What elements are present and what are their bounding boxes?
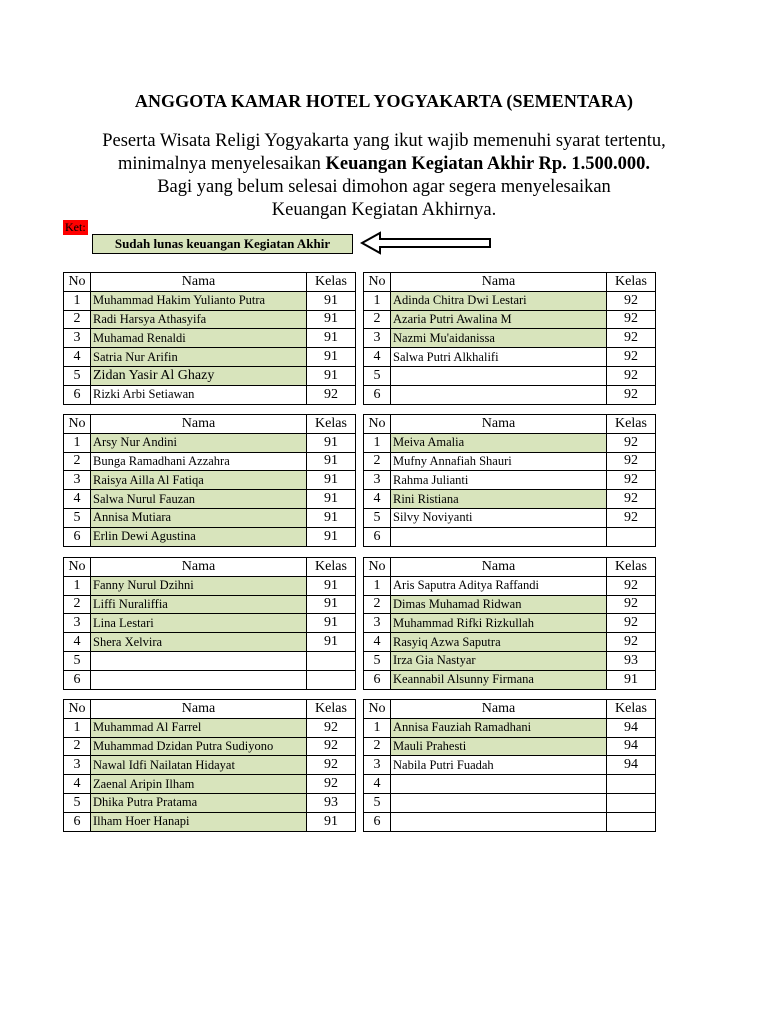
cell-kelas: 92: [607, 508, 656, 527]
intro-notice: [0, 130, 768, 222]
cell-kelas: 92: [607, 385, 656, 404]
cell-no: 3: [64, 614, 91, 633]
cell-kelas: 91: [307, 291, 356, 310]
header-nama: Nama: [391, 558, 607, 577]
cell-nama: Mauli Prahesti: [391, 737, 607, 756]
cell-nama: [91, 651, 307, 670]
cell-no: 2: [64, 595, 91, 614]
table-header-row: [364, 415, 656, 434]
header-no: No: [64, 558, 91, 577]
cell-no: 5: [64, 508, 91, 527]
cell-kelas: 91: [307, 527, 356, 546]
cell-kelas: [607, 812, 656, 831]
cell-kelas: 91: [307, 433, 356, 452]
table-row: [64, 452, 356, 471]
cell-kelas: [307, 651, 356, 670]
cell-nama: Lina Lestari: [91, 614, 307, 633]
cell-nama: Nawal Idfi Nailatan Hidayat: [91, 756, 307, 775]
cell-no: 6: [64, 670, 91, 689]
header-no: No: [64, 700, 91, 719]
table-row: [364, 576, 656, 595]
cell-no: 1: [364, 433, 391, 452]
cell-kelas: 91: [307, 595, 356, 614]
cell-nama: Arsy Nur Andini: [91, 433, 307, 452]
header-no: No: [364, 558, 391, 577]
cell-kelas: 94: [607, 737, 656, 756]
cell-no: 3: [364, 471, 391, 490]
header-kelas: Kelas: [607, 700, 656, 719]
header-nama: Nama: [91, 415, 307, 434]
table-row: [364, 385, 656, 404]
cell-nama: Mufny Annafiah Shauri: [391, 452, 607, 471]
cell-no: 4: [64, 633, 91, 652]
header-kelas: Kelas: [307, 558, 356, 577]
intro-line-3: Bagi yang belum selesai dimohon agar segera menyelesaikan: [157, 177, 611, 197]
cell-kelas: [607, 793, 656, 812]
table-row: [64, 812, 356, 831]
cell-nama: Salwa Nurul Fauzan: [91, 490, 307, 509]
table-row: [364, 348, 656, 367]
table-row: [364, 310, 656, 329]
cell-nama: Rizki Arbi Setiawan: [91, 385, 307, 404]
cell-kelas: 92: [607, 576, 656, 595]
table-row: [364, 329, 656, 348]
cell-no: 4: [364, 633, 391, 652]
table-row: [364, 433, 656, 452]
cell-kelas: 92: [607, 366, 656, 385]
room-table: [363, 699, 656, 832]
table-row: [64, 385, 356, 404]
table-row: [364, 793, 656, 812]
legend-paid-swatch: Sudah lunas keuangan Kegiatan Akhir: [92, 234, 353, 254]
header-no: No: [64, 273, 91, 292]
table-header-row: [364, 700, 656, 719]
cell-nama: Zaenal Aripin Ilham: [91, 775, 307, 794]
cell-no: 3: [64, 471, 91, 490]
room-table: [63, 414, 356, 547]
cell-kelas: 91: [307, 614, 356, 633]
cell-kelas: 92: [307, 775, 356, 794]
cell-nama: Rasyiq Azwa Saputra: [391, 633, 607, 652]
cell-no: 4: [64, 775, 91, 794]
cell-no: 6: [364, 385, 391, 404]
cell-no: 5: [364, 366, 391, 385]
cell-no: 2: [364, 310, 391, 329]
cell-kelas: 92: [307, 385, 356, 404]
table-row: [364, 756, 656, 775]
intro-line-2-amount: Keuangan Kegiatan Akhir Rp. 1.500.000.: [325, 154, 651, 174]
cell-no: 4: [364, 775, 391, 794]
table-row: [64, 310, 356, 329]
intro-line-4: Keuangan Kegiatan Akhirnya.: [271, 200, 497, 220]
cell-kelas: 91: [307, 490, 356, 509]
cell-no: 3: [364, 614, 391, 633]
table-row: [364, 633, 656, 652]
table-row: [64, 433, 356, 452]
cell-nama: Ilham Hoer Hanapi: [91, 812, 307, 831]
cell-kelas: 92: [307, 737, 356, 756]
cell-nama: Nazmi Mu'aidanissa: [391, 329, 607, 348]
cell-no: 3: [364, 756, 391, 775]
header-no: No: [364, 700, 391, 719]
header-kelas: Kelas: [307, 700, 356, 719]
header-kelas: Kelas: [307, 415, 356, 434]
cell-kelas: [307, 670, 356, 689]
cell-nama: Radi Harsya Athasyifa: [91, 310, 307, 329]
cell-no: 1: [64, 576, 91, 595]
cell-nama: Bunga Ramadhani Azzahra: [91, 452, 307, 471]
cell-nama: Irza Gia Nastyar: [391, 651, 607, 670]
cell-nama: Muhammad Hakim Yulianto Putra: [91, 291, 307, 310]
cell-no: 1: [364, 718, 391, 737]
cell-kelas: 91: [307, 471, 356, 490]
cell-nama: Liffi Nuraliffia: [91, 595, 307, 614]
cell-nama: Salwa Putri Alkhalifi: [391, 348, 607, 367]
header-kelas: Kelas: [607, 273, 656, 292]
cell-nama: Annisa Mutiara: [91, 508, 307, 527]
table-row: [64, 329, 356, 348]
cell-no: 4: [64, 490, 91, 509]
room-table: [363, 272, 656, 405]
cell-kelas: 94: [607, 756, 656, 775]
cell-kelas: 91: [307, 366, 356, 385]
cell-no: 1: [64, 718, 91, 737]
table-row: [364, 670, 656, 689]
header-nama: Nama: [391, 273, 607, 292]
cell-kelas: 91: [307, 310, 356, 329]
table-header-row: [64, 273, 356, 292]
table-header-row: [64, 415, 356, 434]
cell-nama: Meiva Amalia: [391, 433, 607, 452]
table-row: [364, 775, 656, 794]
cell-no: 2: [364, 737, 391, 756]
table-row: [64, 633, 356, 652]
table-row: [64, 527, 356, 546]
cell-no: 1: [364, 291, 391, 310]
room-table: [363, 414, 656, 547]
cell-nama: Muhamad Renaldi: [91, 329, 307, 348]
cell-nama: Rini Ristiana: [391, 490, 607, 509]
header-nama: Nama: [91, 558, 307, 577]
cell-kelas: 93: [607, 651, 656, 670]
cell-no: 2: [364, 452, 391, 471]
cell-nama: [391, 527, 607, 546]
intro-line-2-prefix: minimalnya menyelesaikan: [117, 154, 326, 174]
header-kelas: Kelas: [307, 273, 356, 292]
table-row: [64, 595, 356, 614]
table-row: [64, 775, 356, 794]
cell-nama: Shera Xelvira: [91, 633, 307, 652]
cell-kelas: 92: [607, 310, 656, 329]
room-table: [63, 557, 356, 690]
cell-kelas: 91: [607, 670, 656, 689]
header-nama: Nama: [91, 273, 307, 292]
cell-no: 6: [64, 812, 91, 831]
cell-no: 5: [64, 651, 91, 670]
cell-no: 1: [64, 291, 91, 310]
cell-kelas: 92: [307, 718, 356, 737]
header-kelas: Kelas: [607, 415, 656, 434]
cell-kelas: 92: [607, 452, 656, 471]
table-row: [364, 508, 656, 527]
cell-kelas: 93: [307, 793, 356, 812]
cell-nama: Muhammad Al Farrel: [91, 718, 307, 737]
cell-nama: Azaria Putri Awalina M: [391, 310, 607, 329]
table-header-row: [64, 700, 356, 719]
intro-line-1: Peserta Wisata Religi Yogyakarta yang ikut wajib memenuhi syarat tertentu,: [102, 131, 666, 151]
table-row: [64, 737, 356, 756]
header-no: No: [364, 273, 391, 292]
table-row: [364, 366, 656, 385]
cell-kelas: [607, 527, 656, 546]
table-row: [64, 508, 356, 527]
room-table: [363, 557, 656, 690]
table-row: [364, 737, 656, 756]
header-no: No: [64, 415, 91, 434]
room-table: [63, 272, 356, 405]
cell-nama: [391, 793, 607, 812]
cell-kelas: 92: [607, 614, 656, 633]
room-table: [63, 699, 356, 832]
table-header-row: [364, 273, 656, 292]
left-arrow-icon: [360, 231, 494, 255]
header-nama: Nama: [391, 700, 607, 719]
table-header-row: [64, 558, 356, 577]
table-row: [364, 471, 656, 490]
cell-nama: [91, 670, 307, 689]
cell-kelas: 92: [307, 756, 356, 775]
header-kelas: Kelas: [607, 558, 656, 577]
cell-no: 5: [364, 508, 391, 527]
cell-kelas: 91: [307, 452, 356, 471]
cell-no: 6: [364, 527, 391, 546]
cell-no: 6: [64, 527, 91, 546]
cell-kelas: 92: [607, 471, 656, 490]
table-row: [364, 614, 656, 633]
cell-kelas: 91: [307, 348, 356, 367]
cell-kelas: 91: [307, 329, 356, 348]
header-nama: Nama: [391, 415, 607, 434]
cell-no: 4: [64, 348, 91, 367]
table-row: [364, 490, 656, 509]
cell-nama: Silvy Noviyanti: [391, 508, 607, 527]
table-row: [64, 614, 356, 633]
table-row: [64, 576, 356, 595]
table-row: [64, 366, 356, 385]
table-row: [364, 812, 656, 831]
table-row: [64, 471, 356, 490]
cell-no: 3: [64, 756, 91, 775]
cell-no: 2: [364, 595, 391, 614]
table-row: [364, 718, 656, 737]
cell-nama: Zidan Yasir Al Ghazy: [91, 366, 307, 385]
table-row: [364, 595, 656, 614]
cell-no: 5: [364, 793, 391, 812]
cell-no: 4: [364, 490, 391, 509]
legend-ket-label: Ket:: [65, 220, 86, 234]
cell-no: 5: [64, 793, 91, 812]
cell-no: 3: [364, 329, 391, 348]
table-row: [64, 793, 356, 812]
header-no: No: [364, 415, 391, 434]
cell-nama: [391, 775, 607, 794]
table-row: [64, 670, 356, 689]
cell-kelas: 91: [307, 576, 356, 595]
table-row: [364, 291, 656, 310]
cell-no: 6: [64, 385, 91, 404]
table-row: [64, 291, 356, 310]
cell-kelas: [607, 775, 656, 794]
table-row: [64, 348, 356, 367]
cell-nama: Dimas Muhamad Ridwan: [391, 595, 607, 614]
table-header-row: [364, 558, 656, 577]
cell-kelas: 94: [607, 718, 656, 737]
cell-kelas: 92: [607, 433, 656, 452]
cell-nama: [391, 385, 607, 404]
cell-kelas: 91: [307, 508, 356, 527]
cell-no: 6: [364, 670, 391, 689]
cell-no: 2: [64, 310, 91, 329]
cell-nama: Keannabil Alsunny Firmana: [391, 670, 607, 689]
table-row: [64, 490, 356, 509]
cell-no: 5: [364, 651, 391, 670]
cell-no: 1: [64, 433, 91, 452]
cell-no: 2: [64, 737, 91, 756]
cell-nama: [391, 812, 607, 831]
table-row: [64, 718, 356, 737]
cell-no: 4: [364, 348, 391, 367]
cell-kelas: 91: [307, 812, 356, 831]
page-title: ANGGOTA KAMAR HOTEL YOGYAKARTA (SEMENTARA): [134, 91, 634, 111]
table-row: [64, 756, 356, 775]
cell-nama: [391, 366, 607, 385]
cell-nama: Muhammad Rifki Rizkullah: [391, 614, 607, 633]
table-row: [364, 651, 656, 670]
header-nama: Nama: [91, 700, 307, 719]
cell-kelas: 92: [607, 490, 656, 509]
cell-kelas: 91: [307, 633, 356, 652]
cell-no: 5: [64, 366, 91, 385]
cell-no: 3: [64, 329, 91, 348]
cell-no: 2: [64, 452, 91, 471]
cell-nama: Annisa Fauziah Ramadhani: [391, 718, 607, 737]
cell-nama: Adinda Chitra Dwi Lestari: [391, 291, 607, 310]
cell-nama: Aris Saputra Aditya Raffandi: [391, 576, 607, 595]
cell-nama: Rahma Julianti: [391, 471, 607, 490]
cell-nama: Erlin Dewi Agustina: [91, 527, 307, 546]
cell-no: 1: [364, 576, 391, 595]
cell-nama: Dhika Putra Pratama: [91, 793, 307, 812]
cell-nama: Satria Nur Arifin: [91, 348, 307, 367]
cell-nama: Nabila Putri Fuadah: [391, 756, 607, 775]
cell-kelas: 92: [607, 291, 656, 310]
cell-kelas: 92: [607, 348, 656, 367]
table-row: [364, 452, 656, 471]
cell-nama: Fanny Nurul Dzihni: [91, 576, 307, 595]
cell-nama: Raisya Ailla Al Fatiqa: [91, 471, 307, 490]
table-row: [364, 527, 656, 546]
cell-nama: Muhammad Dzidan Putra Sudiyono: [91, 737, 307, 756]
cell-no: 6: [364, 812, 391, 831]
cell-kelas: 92: [607, 329, 656, 348]
intro-line-2: [0, 153, 768, 176]
table-row: [64, 651, 356, 670]
cell-kelas: 92: [607, 595, 656, 614]
cell-kelas: 92: [607, 633, 656, 652]
